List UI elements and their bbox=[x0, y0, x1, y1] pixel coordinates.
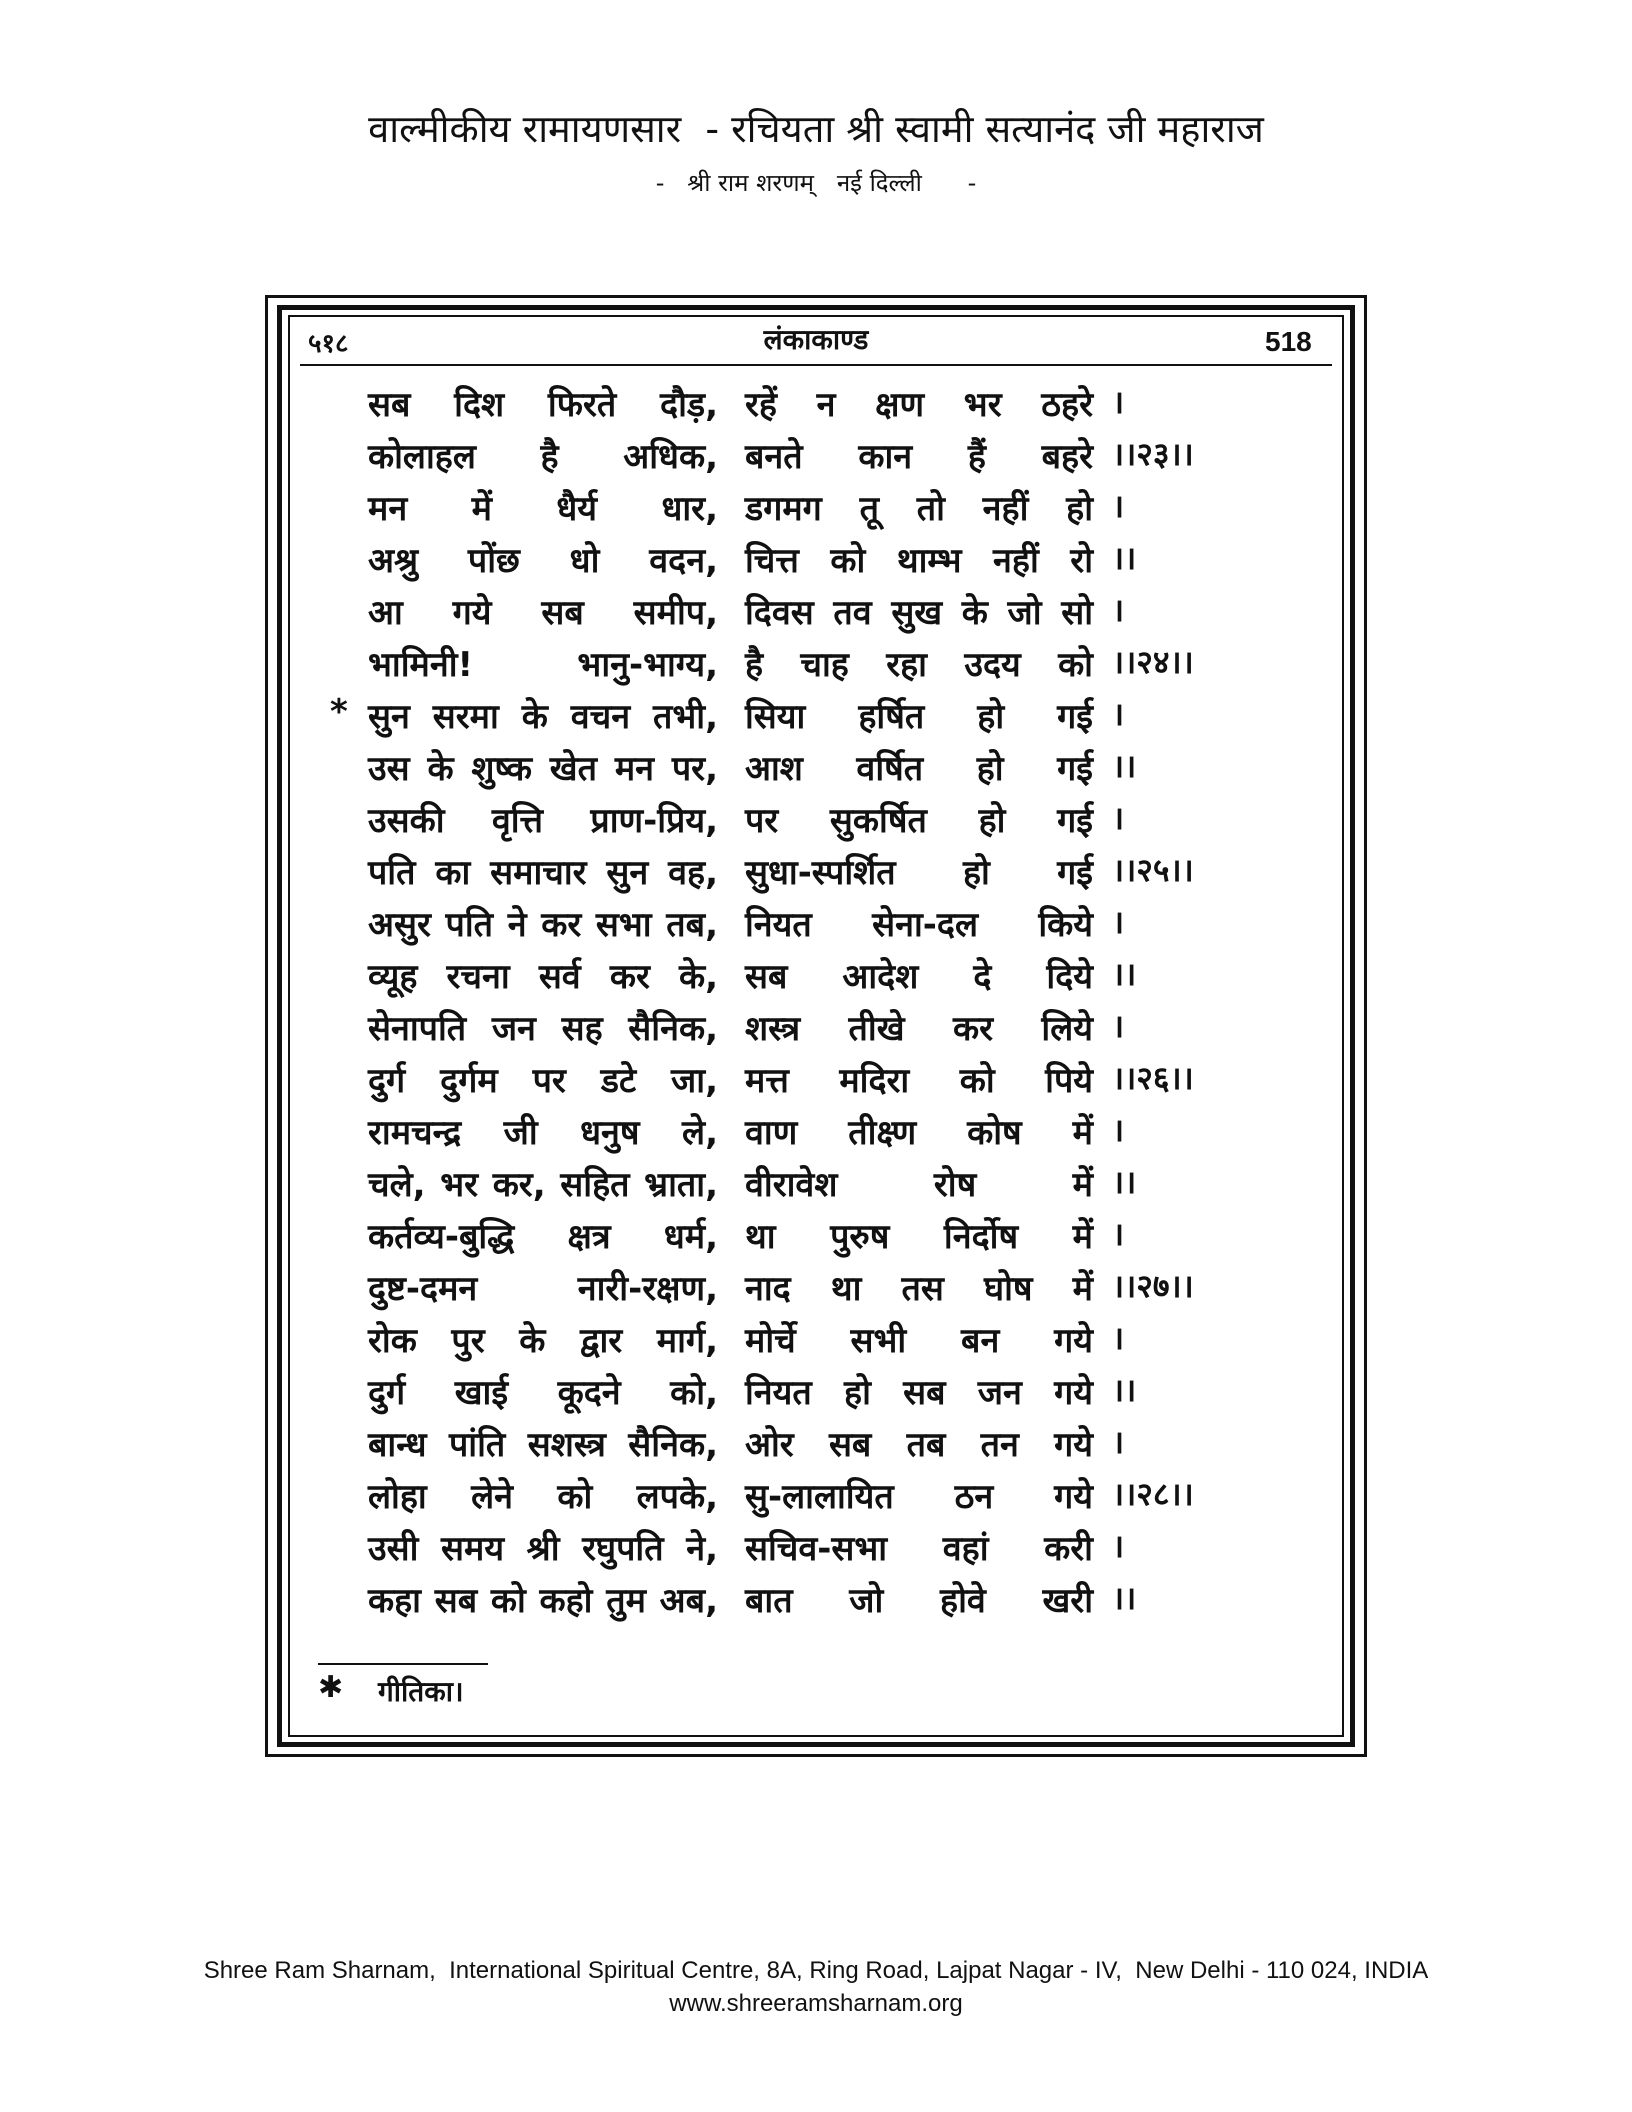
verse-line bbox=[0, 952, 1632, 1004]
verse-mark: । bbox=[1112, 1319, 1125, 1357]
verse-mark: ।। bbox=[1112, 955, 1137, 993]
verse-right-half: दिवस तव सुख के जो सो bbox=[745, 593, 1093, 633]
verse-mark: ।। bbox=[1112, 1371, 1137, 1409]
verse-left-half: सेनापति जन सह सैनिक, bbox=[368, 1009, 718, 1049]
footnote-star-icon: ✱ bbox=[318, 1670, 344, 1705]
verse-right-half: आश वर्षित हो गई bbox=[745, 749, 1093, 789]
verse-line bbox=[0, 588, 1632, 640]
verse-left-half: रोक पुर के द्वार मार्ग, bbox=[368, 1321, 718, 1361]
verse-mark: ।।२४।। bbox=[1112, 643, 1194, 681]
verse-line bbox=[0, 1004, 1632, 1056]
verse-left-half: दुष्ट-दमन नारी-रक्षण, bbox=[368, 1269, 718, 1309]
verse-right-half: सचिव-सभा वहां करी bbox=[745, 1529, 1093, 1569]
verse-right-half: था पुरुष निर्दोष में bbox=[745, 1217, 1093, 1257]
footnote-star-icon: * bbox=[330, 692, 348, 732]
verse-line bbox=[0, 692, 1632, 744]
verse-line bbox=[0, 1264, 1632, 1316]
verse-mark: ।। bbox=[1112, 747, 1137, 785]
verse-mark: । bbox=[1112, 1527, 1125, 1565]
verse-right-half: वाण तीक्ष्ण कोष में bbox=[745, 1113, 1093, 1153]
footer-address: Shree Ram Sharnam, International Spiritual Centre, 8A, Ring Road, Lajpat Nagar - IV, New Delhi - 110 024, INDIA bbox=[203, 1957, 1429, 1984]
verse-left-half: कहा सब को कहो तुम अब, bbox=[368, 1581, 718, 1621]
verse-left-half: चले, भर कर, सहित भ्राता, bbox=[368, 1165, 718, 1205]
verse-mark: । bbox=[1112, 1423, 1125, 1461]
footnote-divider bbox=[318, 1663, 488, 1665]
footer-website-link[interactable]: www.shreeramsharnam.org bbox=[669, 1990, 963, 2017]
verse-line bbox=[0, 484, 1632, 536]
verse-right-half: चित्त को थाम्भ नहीं रो bbox=[745, 541, 1093, 581]
verse-left-half: रामचन्द्र जी धनुष ले, bbox=[368, 1113, 718, 1153]
verse-left-half: दुर्ग दुर्गम पर डटे जा, bbox=[368, 1061, 718, 1101]
verse-mark: ।।२७।। bbox=[1112, 1267, 1194, 1305]
verse-left-half: मन में धैर्य धार, bbox=[368, 489, 718, 529]
verse-left-half: बान्ध पांति सशस्त्र सैनिक, bbox=[368, 1425, 718, 1465]
verse-right-half: है चाह रहा उदय को bbox=[745, 645, 1093, 685]
verse-right-half: ओर सब तब तन गये bbox=[745, 1425, 1093, 1465]
verse-line bbox=[0, 1056, 1632, 1108]
verse-mark: । bbox=[1112, 695, 1125, 733]
verse-mark: ।।२३।। bbox=[1112, 435, 1194, 473]
verse-line bbox=[0, 1212, 1632, 1264]
verse-line bbox=[0, 1316, 1632, 1368]
verse-left-half: सुन सरमा के वचन तभी, bbox=[368, 697, 718, 737]
verse-line bbox=[0, 1108, 1632, 1160]
verse-line bbox=[0, 536, 1632, 588]
verse-left-half: लोहा लेने को लपके, bbox=[368, 1477, 718, 1517]
verse-mark: । bbox=[1112, 487, 1125, 525]
verse-mark: । bbox=[1112, 1111, 1125, 1149]
verse-left-half: कोलाहल है अधिक, bbox=[368, 437, 718, 477]
verse-left-half: उसकी वृत्ति प्राण-प्रिय, bbox=[368, 801, 718, 841]
verse-mark: ।।२८।। bbox=[1112, 1475, 1194, 1513]
verse-mark: ।।२५।। bbox=[1112, 851, 1194, 889]
verse-line bbox=[0, 1420, 1632, 1472]
verse-mark: । bbox=[1112, 591, 1125, 629]
verse-right-half: सिया हर्षित हो गई bbox=[745, 697, 1093, 737]
verse-right-half: बात जो होवे खरी bbox=[745, 1581, 1093, 1621]
verse-mark: ।। bbox=[1112, 1163, 1137, 1201]
section-title: लंकाकाण्ड bbox=[763, 323, 869, 356]
verse-left-half: पति का समाचार सुन वह, bbox=[368, 853, 718, 893]
verse-right-half: मत्त मदिरा को पिये bbox=[745, 1061, 1093, 1101]
verse-line bbox=[0, 380, 1632, 432]
verse-mark: । bbox=[1112, 903, 1125, 941]
verse-left-half: उस के शुष्क खेत मन पर, bbox=[368, 749, 718, 789]
verse-mark: । bbox=[1112, 1007, 1125, 1045]
verse-right-half: सु-लालायित ठन गये bbox=[745, 1477, 1093, 1517]
verse-left-half: कर्तव्य-बुद्धि क्षत्र धर्म, bbox=[368, 1217, 718, 1257]
verse-line bbox=[0, 1576, 1632, 1628]
verse-mark: ।।२६।। bbox=[1112, 1059, 1194, 1097]
verse-left-half: उसी समय श्री रघुपति ने, bbox=[368, 1529, 718, 1569]
verse-right-half: सुधा-स्पर्शित हो गई bbox=[745, 853, 1093, 893]
verse-mark: ।। bbox=[1112, 1579, 1137, 1617]
header-divider bbox=[300, 364, 1332, 366]
verse-mark: । bbox=[1112, 799, 1125, 837]
verse-left-half: दुर्ग खाई कूदने को, bbox=[368, 1373, 718, 1413]
verse-line bbox=[0, 1368, 1632, 1420]
footnote-text: गीतिका। bbox=[378, 1675, 464, 1708]
verse-right-half: वीरावेश रोष में bbox=[745, 1165, 1093, 1205]
verse-left-half: आ गये सब समीप, bbox=[368, 593, 718, 633]
verse-mark: । bbox=[1112, 383, 1125, 421]
verse-right-half: नाद था तस घोष में bbox=[745, 1269, 1093, 1309]
verse-line bbox=[0, 1160, 1632, 1212]
verse-left-half: सब दिश फिरते दौड़, bbox=[368, 385, 718, 425]
verse-right-half: रहें न क्षण भर ठहरे bbox=[745, 385, 1093, 425]
verse-line bbox=[0, 1524, 1632, 1576]
verse-line bbox=[0, 744, 1632, 796]
document-title: वाल्मीकीय रामायणसार - रचियता श्री स्वामी सत्यानंद जी महाराज bbox=[368, 107, 1264, 151]
document-subtitle: - श्री राम शरणम् नई दिल्ली - bbox=[655, 169, 977, 197]
verse-left-half: अश्रु पोंछ धो वदन, bbox=[368, 541, 718, 581]
verse-mark: ।। bbox=[1112, 539, 1137, 577]
verse-mark: । bbox=[1112, 1215, 1125, 1253]
verse-left-half: असुर पति ने कर सभा तब, bbox=[368, 905, 718, 945]
page-number-devanagari: ५१८ bbox=[308, 329, 349, 359]
verse-right-half: डगमग तू तो नहीं हो bbox=[745, 489, 1093, 529]
verse-line bbox=[0, 432, 1632, 484]
page-number: 518 bbox=[1265, 326, 1312, 357]
verse-line bbox=[0, 900, 1632, 952]
verse-right-half: मोर्चे सभी बन गये bbox=[745, 1321, 1093, 1361]
verse-line bbox=[0, 848, 1632, 900]
verse-right-half: सब आदेश दे दिये bbox=[745, 957, 1093, 997]
verse-right-half: नियत हो सब जन गये bbox=[745, 1373, 1093, 1413]
verse-right-half: नियत सेना-दल किये bbox=[745, 905, 1093, 945]
verse-line bbox=[0, 1472, 1632, 1524]
verse-left-half: भामिनी! भानु-भाग्य, bbox=[368, 645, 718, 685]
verse-line bbox=[0, 640, 1632, 692]
verse-right-half: पर सुकर्षित हो गई bbox=[745, 801, 1093, 841]
verse-line bbox=[0, 796, 1632, 848]
verse-right-half: बनते कान हैं बहरे bbox=[745, 437, 1093, 477]
verse-right-half: शस्त्र तीखे कर लिये bbox=[745, 1009, 1093, 1049]
verse-left-half: व्यूह रचना सर्व कर के, bbox=[368, 957, 718, 997]
